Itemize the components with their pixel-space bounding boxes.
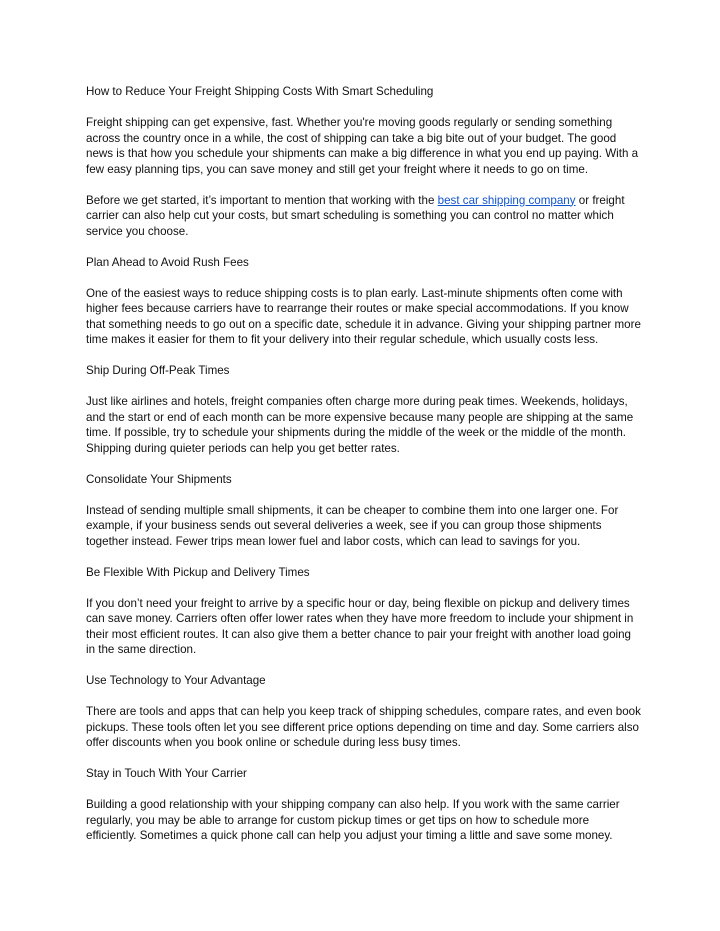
section-body-flexible: If you don’t need your freight to arrive by a specific hour or day, being flexible on pickup and delivery times can save money. Carriers often offer lower rates when they have more freedom to include your shipment in their most efficient routes. It can also give them a better chance to pair your freight with another load going in the same direction. — [86, 596, 634, 656]
document-page — [86, 84, 642, 859]
section-body-technology: There are tools and apps that can help you keep track of shipping schedules, compare rates, and even book pickups. These tools often let you see different price options depending on time and day. Some carriers also offer discounts when you book online or schedule during less busy times. — [86, 705, 641, 749]
note-paragraph — [86, 193, 642, 240]
car-shipping-link[interactable]: best car shipping company — [437, 193, 576, 207]
section-body-stay-in-touch: Building a good relationship with your shipping company can also help. If you work with the same carrier regularly, you may be able to arrange for custom pickup times or get tips on how to schedule more efficiently. Sometimes a quick phone call can help you adjust your timing a little and save some money. — [86, 798, 620, 842]
section-heading-off-peak: Ship During Off-Peak Times — [86, 364, 230, 377]
section-heading-plan-ahead: Plan Ahead to Avoid Rush Fees — [86, 255, 249, 269]
section-heading-stay-in-touch: Stay in Touch With Your Carrier — [86, 767, 247, 780]
section-body-plan-ahead: One of the easiest ways to reduce shipping costs is to plan early. Last-minute shipments often come with higher fees because carriers have to rearrange their routes or make special accommodations. If you know that something needs to go out on a specific date, schedule it in advance. Giving your shipping partner more time makes it easier for them to fit your delivery into their regular schedule, which usually costs less. — [86, 286, 641, 346]
note-text-before: Before we get started, it’s important to mention that working with the — [86, 193, 438, 207]
section-heading-consolidate: Consolidate Your Shipments — [86, 472, 232, 486]
intro-paragraph: Freight shipping can get expensive, fast. Whether you're moving goods regularly or sending something across the country once in a while, the cost of shipping can take a big bite out of your budget. The good news is that how you schedule your shipments can make a big difference in what you end up paying. With a few easy planning tips, you can save money and still get your freight where it needs to go on time. — [86, 116, 639, 176]
section-heading-flexible: Be Flexible With Pickup and Delivery Times — [86, 565, 310, 579]
section-body-consolidate: Instead of sending multiple small shipments, it can be cheaper to combine them into one larger one. For example, if your business sends out several deliveries a week, see if you can group those shipments together instead. Fewer trips mean lower fuel and labor costs, which can lead to savings for you. — [86, 503, 619, 548]
note-text-after: or freight carrier can also help cut your costs, but smart scheduling is something you can control no matter which service you choose. — [86, 193, 625, 238]
document-title: How to Reduce Your Freight Shipping Costs With Smart Scheduling — [86, 85, 434, 98]
section-heading-technology: Use Technology to Your Advantage — [86, 674, 266, 687]
section-body-off-peak: Just like airlines and hotels, freight companies often charge more during peak times. Weekends, holidays, and the start or end of each month can be more expensive because many people are shipping at the same time. If possible, try to schedule your shipments during the middle of the week or the middle of the month. Shipping during quieter periods can help you get better rates. — [86, 395, 634, 455]
